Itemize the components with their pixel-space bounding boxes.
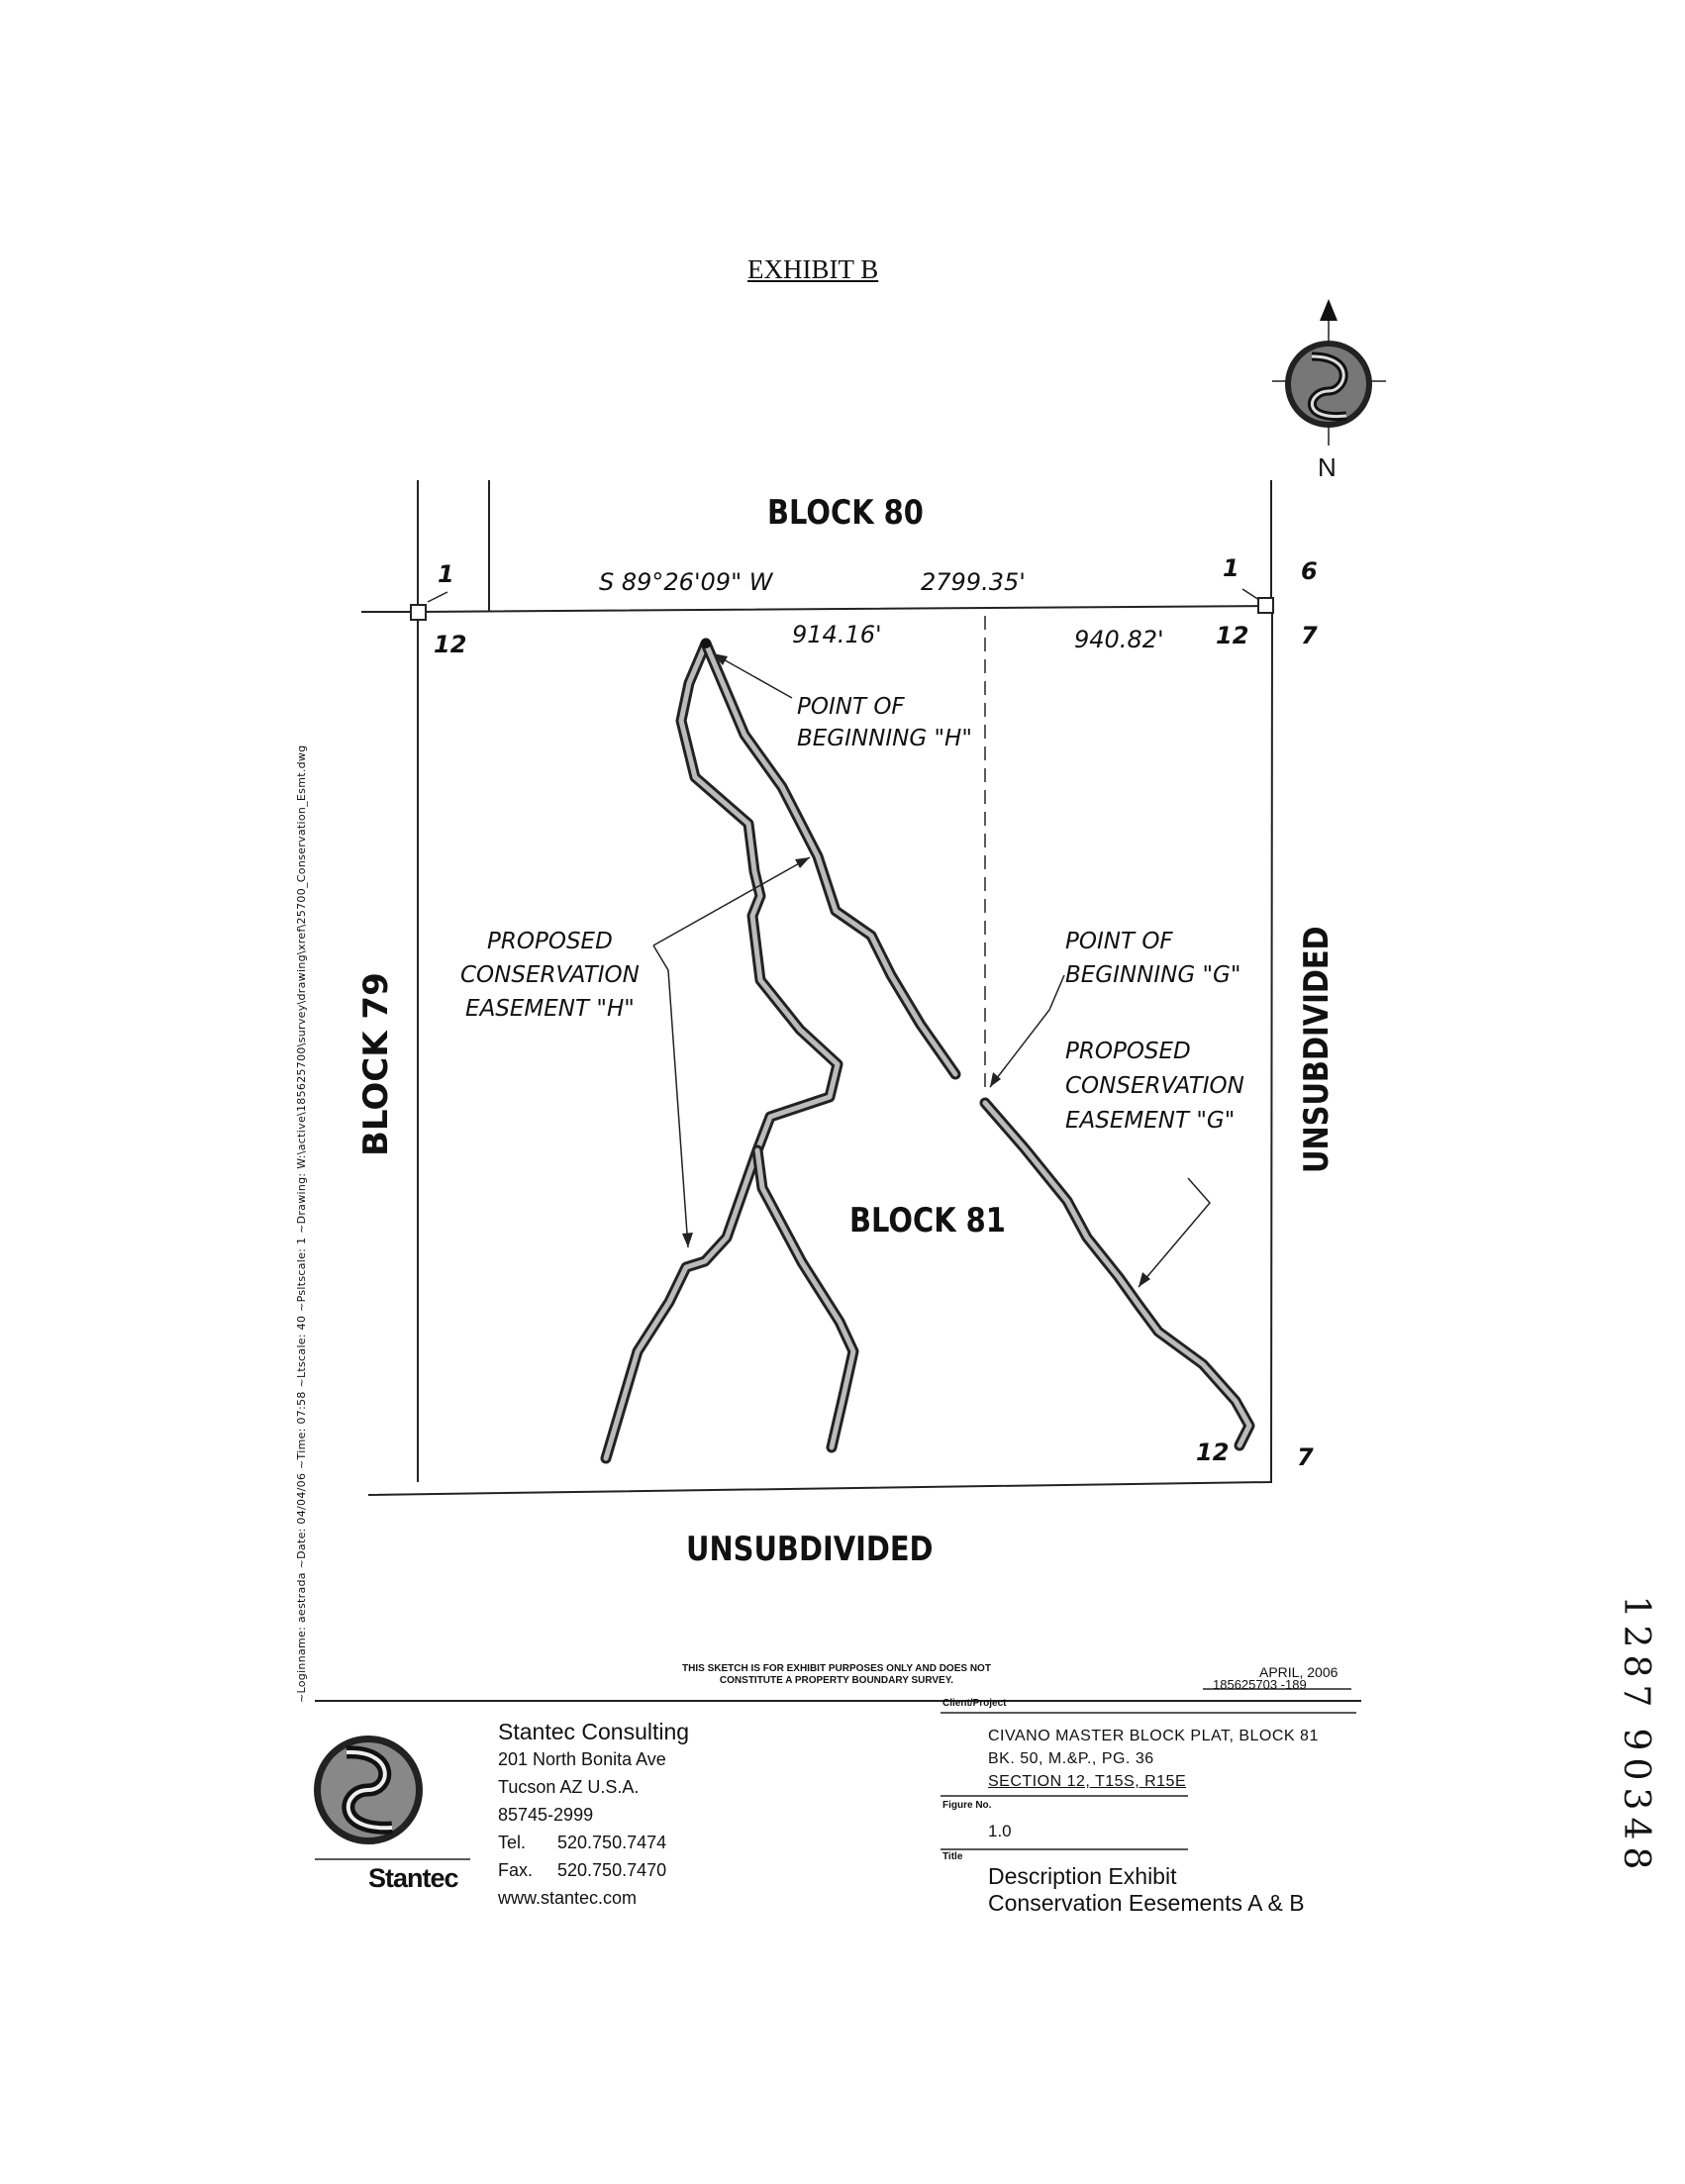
- section-number-ne-right: 6: [1301, 557, 1318, 585]
- pob-h-line1: POINT OF: [797, 694, 905, 720]
- company-fax: [498, 1856, 689, 1884]
- north-arrow-icon: [1272, 299, 1386, 446]
- easement-g-line3: EASEMENT "G": [1065, 1108, 1236, 1134]
- pob-h-line2: BEGINNING "H": [797, 726, 972, 751]
- exhibit-date: APRIL, 2006: [1259, 1664, 1338, 1680]
- project-number: 185625703 -189: [1213, 1677, 1307, 1692]
- section-number-se-inside: 12: [1196, 1439, 1230, 1466]
- easement-h-line3: EASEMENT "H": [465, 996, 635, 1022]
- project-line1: CIVANO MASTER BLOCK PLAT, BLOCK 81: [988, 1728, 1319, 1744]
- pob-g-line2: BEGINNING "G": [1065, 962, 1241, 988]
- easement-h-label: [460, 925, 640, 1026]
- section-number-se-right: 7: [1297, 1443, 1314, 1471]
- fax-number: 520.750.7470: [557, 1860, 667, 1880]
- tel-label: Tel.: [498, 1833, 527, 1852]
- stamp-digit: 1: [1616, 1595, 1656, 1619]
- stantec-wordmark: Stantec: [368, 1863, 458, 1893]
- project-line3: SECTION 12, T15S, R15E: [988, 1773, 1187, 1790]
- recording-stamp: [1616, 1592, 1655, 1873]
- stamp-digit: 0: [1616, 1757, 1656, 1781]
- block-81-label: BLOCK 81: [849, 1201, 1006, 1241]
- company-info: [498, 1718, 689, 1912]
- section-number-ne-right-bottom: 7: [1301, 622, 1318, 649]
- pob-h-label: [797, 691, 972, 754]
- west-segment-distance: 914.16': [792, 621, 882, 648]
- figure-no-label: Figure No.: [942, 1800, 992, 1811]
- drawing-file-path: ~Loginname: aestrada ~Date: 04/04/06 ~Time: 07:58 ~Ltscale: 40 ~Psltscale: 1 ~Drawing: W:\active\185625700\survey\drawing\xref\25700_Conservation_Esmt.dwg: [295, 745, 308, 1703]
- east-segment-distance: 940.82': [1074, 626, 1164, 653]
- unsubdivided-east-label: UNSUBDIVIDED: [1297, 926, 1337, 1173]
- unsubdivided-south-label: UNSUBDIVIDED: [686, 1530, 934, 1569]
- ne-corner-monument: [1258, 598, 1273, 613]
- disclaimer-line2: CONSTITUTE A PROPERTY BOUNDARY SURVEY.: [719, 1675, 954, 1686]
- stamp-digit: 2: [1616, 1625, 1656, 1648]
- company-address2: Tucson AZ U.S.A.: [498, 1777, 640, 1797]
- fax-label: Fax.: [498, 1860, 534, 1880]
- drawing-title: [988, 1863, 1305, 1917]
- easement-h-line1: PROPOSED: [487, 929, 613, 954]
- stamp-digit: 4: [1616, 1817, 1656, 1840]
- title-line2: Conservation Eesements A & B: [988, 1890, 1305, 1916]
- figure-no: 1.0: [988, 1822, 1012, 1840]
- nw-corner-monument: [411, 605, 426, 620]
- easement-g-label: [1065, 1035, 1244, 1139]
- stamp-digit: 7: [1616, 1684, 1656, 1708]
- pob-g-line1: POINT OF: [1065, 929, 1173, 954]
- stamp-digit: 8: [1616, 1654, 1656, 1678]
- project-info: [988, 1725, 1319, 1793]
- title-line1: Description Exhibit: [988, 1863, 1177, 1889]
- title-label: Title: [942, 1851, 963, 1862]
- pob-g-label: [1065, 925, 1240, 992]
- tel-number: 520.750.7474: [557, 1833, 667, 1852]
- section-number-ne-bottom: 12: [1216, 622, 1249, 649]
- company-zip: 85745-2999: [498, 1805, 594, 1825]
- stamp-digit: 9: [1616, 1728, 1656, 1751]
- nw-tick: [428, 592, 447, 602]
- north-label: N: [1318, 452, 1337, 482]
- project-line2: BK. 50, M.&P., PG. 36: [988, 1750, 1154, 1767]
- easement-h-line2: CONSERVATION: [460, 962, 640, 988]
- company-tel: [498, 1829, 689, 1856]
- disclaimer-line1: THIS SKETCH IS FOR EXHIBIT PURPOSES ONLY AND DOES NOT: [682, 1663, 991, 1674]
- company-address1: 201 North Bonita Ave: [498, 1749, 666, 1769]
- easement-g-line2: CONSERVATION: [1065, 1073, 1244, 1099]
- disclaimer: [653, 1663, 1020, 1687]
- section-number-ne-top: 1: [1223, 554, 1239, 582]
- bearing-label: S 89°26'09" W: [599, 568, 773, 596]
- exhibit-title: EXHIBIT B: [747, 254, 879, 284]
- stantec-logo-icon: [314, 1736, 423, 1844]
- easement-g-line1: PROPOSED: [1065, 1039, 1191, 1064]
- client-project-label: Client/Project: [942, 1698, 1007, 1709]
- stamp-digit: 3: [1616, 1787, 1656, 1811]
- easement-h: [606, 644, 955, 1458]
- total-distance-label: 2799.35': [921, 568, 1026, 596]
- ne-tick: [1242, 589, 1259, 600]
- company-web: www.stantec.com: [498, 1888, 638, 1908]
- section-number-nw-top: 1: [438, 560, 454, 588]
- easement-g: [985, 1103, 1249, 1445]
- company-name: Stantec Consulting: [498, 1719, 690, 1744]
- block-79-label: BLOCK 79: [356, 972, 396, 1156]
- pob-h-marker: [701, 639, 711, 648]
- block-80-label: BLOCK 80: [767, 493, 924, 533]
- stamp-digit: 8: [1616, 1846, 1656, 1870]
- section-number-nw-bottom: 12: [434, 631, 467, 658]
